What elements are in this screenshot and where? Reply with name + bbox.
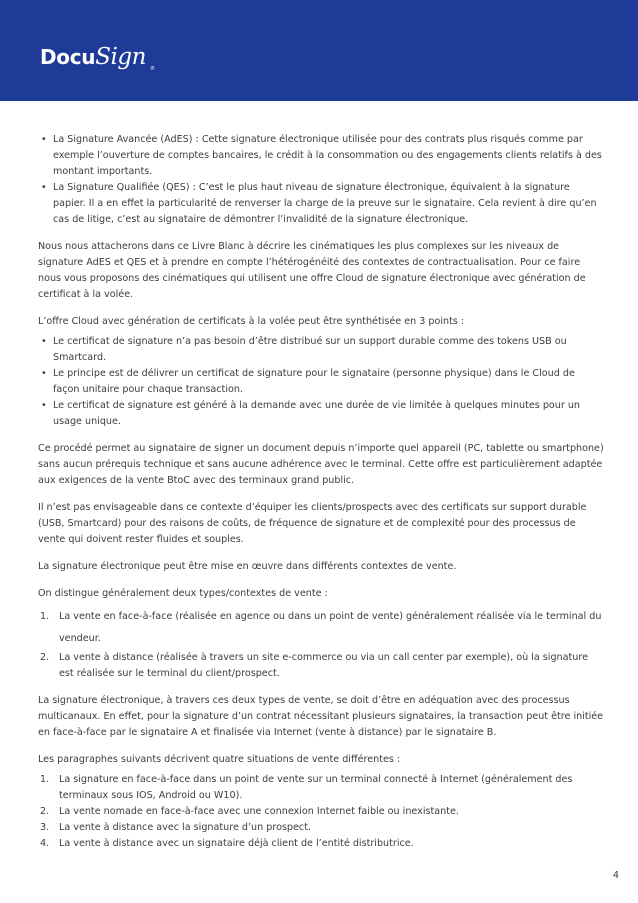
list-item: 2. La vente nomade en face-à-face avec une connexion Internet faible ou inexistante. <box>40 806 459 817</box>
list-item: • Le certificat de signature n’a pas besoin d’être distribué sur un support durable comme des tokens USB ou Smartcard. <box>38 334 604 366</box>
docusign-logo <box>40 44 155 72</box>
paragraph: La signature électronique, à travers ces deux types de vente, se doit d’être en adéquation avec des processus multicanaux. En effet, pour la signature d’un contrat nécessitant plusieurs signataires, la transaction peut être initiée en face-à-face par le signataire A et finalisée via Internet (vente à distance) par le signataire B. <box>38 695 604 738</box>
list-item: • Le certificat de signature est généré à la demande avec une durée de vie limitée à quelques minutes pour un usage unique. <box>38 398 604 430</box>
paragraph: Les paragraphes suivants décrivent quatre situations de vente différentes : <box>38 754 401 765</box>
list-item: • La Signature Qualifiée (QES) : C’est le plus haut niveau de signature électronique, équivalent à la signature papier. Il a en effet la particularité de renverser la charge de la preuve sur le signataire. Cela revient à dire qu’en cas de litige, c’est au signataire de démontrer l’invalidité de la signature électronique. <box>38 180 604 228</box>
logo-sign-text: Sign <box>95 44 146 70</box>
logo-registered-mark: ® <box>150 66 155 72</box>
paragraph: Ce procédé permet au signataire de signer un document depuis n’importe quel appareil (PC, tablette ou smartphone) sans aucun prérequis technique et sans aucune adhérence avec le terminal. Cette offre est particulièrement adaptée aux exigences de la vente BtoC avec des terminaux grand public. <box>38 443 604 486</box>
cloud-offer-points-list <box>38 334 604 430</box>
list-item: • La Signature Avancée (AdES) : Cette signature électronique utilisée pour des contrats plus risqués comme par exemple l’ouverture de comptes bancaires, le crédit à la consommation ou des engagements clients relatifs à des montant importants. <box>38 132 604 180</box>
header-banner <box>0 0 638 101</box>
document-body <box>38 132 604 863</box>
paragraph: On distingue généralement deux types/contextes de vente : <box>38 588 328 599</box>
list-item: • Le principe est de délivrer un certificat de signature pour le signataire (personne physique) dans le Cloud de façon unitaire pour chaque transaction. <box>38 366 604 398</box>
paragraph: L’offre Cloud avec génération de certificats à la volée peut être synthétisée en 3 points : <box>38 316 465 327</box>
list-item: 2. La vente à distance (réalisée à travers un site e-commerce ou via un call center par exemple), où la signature est réalisée sur le terminal du client/prospect. <box>40 652 588 679</box>
sales-contexts-list <box>38 606 604 682</box>
logo-docu-text: Docu <box>40 45 96 69</box>
list-item: 1. La vente en face-à-face (réalisée en agence ou dans un point de vente) généralement réalisée via le terminal du vendeur. <box>40 611 602 644</box>
page-number: 4 <box>612 870 619 881</box>
paragraph: La signature électronique peut être mise en œuvre dans différents contextes de vente. <box>38 561 457 572</box>
list-item: 3. La vente à distance avec la signature d’un prospect. <box>40 822 312 833</box>
signature-levels-list <box>38 132 604 228</box>
paragraph: Il n’est pas envisageable dans ce contexte d’équiper les clients/prospects avec des certificats sur support durable (USB, Smartcard) pour des raisons de coûts, de fréquence de signature et de complexité pour des processus de vente qui doivent rester fluides et souples. <box>38 502 587 545</box>
list-item: 4. La vente à distance avec un signataire déjà client de l’entité distributrice. <box>40 838 414 849</box>
sales-situations-list <box>38 772 604 852</box>
paragraph: Nous nous attacherons dans ce Livre Blanc à décrire les cinématiques les plus complexes sur les niveaux de signature AdES et QES et à prendre en compte l’hétérogénéité des contextes de contractualisation. Pour ce faire nous vous proposons des cinématiques qui utilisent une offre Cloud de signature électronique avec génération de certificat à la volée. <box>38 241 586 300</box>
list-item: 1. La signature en face-à-face dans un point de vente sur un terminal connecté à Internet (généralement des terminaux sous IOS, Android ou W10). <box>40 774 573 801</box>
